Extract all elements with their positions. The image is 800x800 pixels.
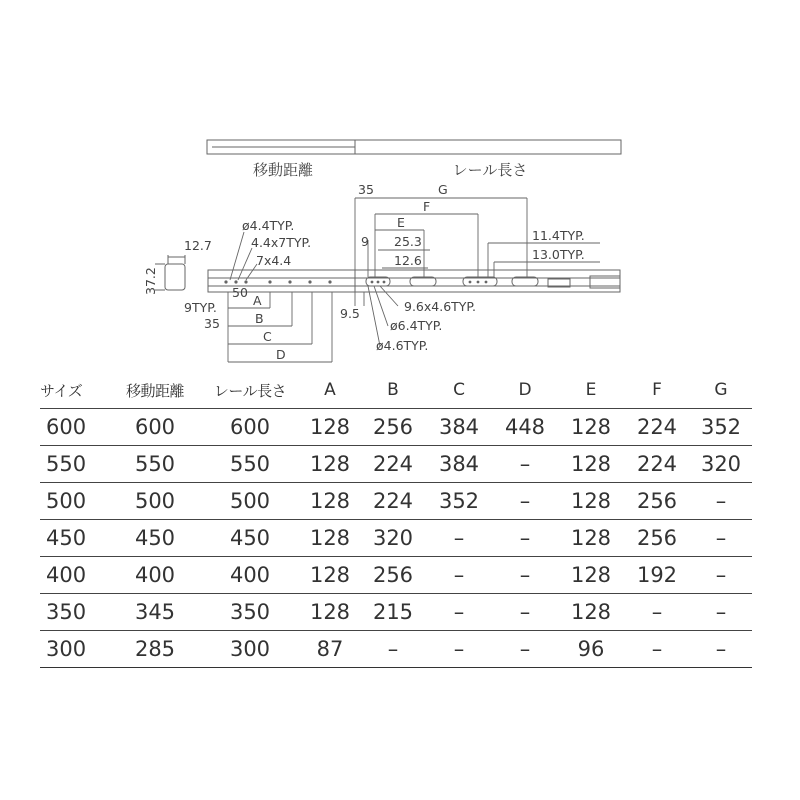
callout-9-6x4-6-typ: 9.6x4.6TYP. xyxy=(404,299,476,314)
table-cell: 128 xyxy=(300,520,360,557)
table-cell: 215 xyxy=(360,594,426,631)
table-cell: 352 xyxy=(690,409,752,446)
table-cell: 600 xyxy=(40,409,110,446)
table-cell: – xyxy=(690,557,752,594)
dim-C: C xyxy=(263,329,272,344)
dim-37-2: 37.2 xyxy=(143,267,158,295)
table-cell: – xyxy=(426,631,492,668)
dim-35-bottom: 35 xyxy=(204,316,220,331)
table-cell: 350 xyxy=(40,594,110,631)
table-cell: – xyxy=(492,520,558,557)
table-cell: 450 xyxy=(40,520,110,557)
table-cell: 128 xyxy=(558,409,624,446)
header-C: C xyxy=(453,380,465,400)
table-row xyxy=(40,446,752,483)
table-cell: – xyxy=(690,594,752,631)
callout-7x4-4: 7x4.4 xyxy=(256,253,292,268)
rail-hole xyxy=(477,281,480,284)
table-cell: 128 xyxy=(558,483,624,520)
table-cell: 350 xyxy=(200,594,300,631)
table-cell: 550 xyxy=(40,446,110,483)
leader-4-4x7 xyxy=(238,248,252,280)
callout-phi4-6-typ: ø4.6TYP. xyxy=(376,338,429,353)
table-cell: 128 xyxy=(558,446,624,483)
header-D: D xyxy=(518,380,532,400)
rail-hole xyxy=(371,281,374,284)
dim-9-5: 9.5 xyxy=(340,306,360,321)
table-cell: 550 xyxy=(110,446,200,483)
table-cell: 352 xyxy=(426,483,492,520)
leader-phi4-4 xyxy=(230,232,244,280)
table-cell: 320 xyxy=(360,520,426,557)
rail-hole xyxy=(234,280,237,283)
table-cell: 550 xyxy=(200,446,300,483)
dim-9-top: 9 xyxy=(361,234,369,249)
table-cell: 128 xyxy=(300,594,360,631)
dim-35-top: 35 xyxy=(358,182,374,197)
table-cell: 192 xyxy=(624,557,690,594)
table-cell: 500 xyxy=(40,483,110,520)
dim-11-4-typ: 11.4TYP. xyxy=(532,228,585,243)
table-cell: 87 xyxy=(300,631,360,668)
callout-4-4x7-typ: 4.4x7TYP. xyxy=(251,235,312,250)
table-row xyxy=(40,483,752,520)
dim-D: D xyxy=(276,347,286,362)
dim-50: 50 xyxy=(232,285,248,300)
table-row xyxy=(40,631,752,668)
table-cell: 400 xyxy=(40,557,110,594)
table-cell: 96 xyxy=(558,631,624,668)
rail-hole xyxy=(469,281,472,284)
callout-phi6-4-typ: ø6.4TYP. xyxy=(390,318,443,333)
table-cell: 256 xyxy=(624,520,690,557)
table-cell: – xyxy=(690,520,752,557)
header-A: A xyxy=(324,380,336,400)
rail-hole xyxy=(377,281,380,284)
table-cell: 256 xyxy=(360,409,426,446)
dim-12-6: 12.6 xyxy=(394,253,422,268)
rail-hole xyxy=(383,281,386,284)
table-cell: – xyxy=(492,631,558,668)
table-cell: 128 xyxy=(300,446,360,483)
table-cell: 500 xyxy=(200,483,300,520)
rail-hole xyxy=(268,280,271,283)
table-cell: – xyxy=(426,557,492,594)
table-cell: 384 xyxy=(426,446,492,483)
table-cell: 450 xyxy=(200,520,300,557)
header-travel: 移動距離 xyxy=(125,381,184,400)
table-cell: 500 xyxy=(110,483,200,520)
header-size: サイズ xyxy=(40,381,83,400)
rail-hole xyxy=(485,281,488,284)
table-cell: 256 xyxy=(360,557,426,594)
table-cell: 600 xyxy=(110,409,200,446)
leader-phi4-6 xyxy=(368,286,380,346)
header-E: E xyxy=(585,380,597,400)
rail-length-label: レール長さ xyxy=(452,161,528,179)
dim-9-typ: 9TYP. xyxy=(184,300,217,315)
table-cell: – xyxy=(492,557,558,594)
table-cell: 128 xyxy=(558,557,624,594)
table-cell: – xyxy=(492,594,558,631)
table-cell: 384 xyxy=(426,409,492,446)
header-rail-length: レール長さ xyxy=(213,381,287,400)
table-cell: – xyxy=(492,446,558,483)
dim-G: G xyxy=(438,182,448,197)
slide-rail-drawing xyxy=(0,0,800,370)
dim-F: F xyxy=(423,199,431,214)
rail-hole xyxy=(308,280,311,283)
size-spec-table xyxy=(40,372,752,668)
header-B: B xyxy=(387,380,399,400)
table-cell: 128 xyxy=(300,483,360,520)
leader-9-6x4-6 xyxy=(380,286,398,306)
table-cell: – xyxy=(690,631,752,668)
table-cell: 128 xyxy=(558,594,624,631)
table-cell: – xyxy=(426,594,492,631)
table-cell: 285 xyxy=(110,631,200,668)
table-row xyxy=(40,557,752,594)
rail-hole xyxy=(224,280,227,283)
callout-phi4-4-typ: ø4.4TYP. xyxy=(242,218,295,233)
cross-section-view xyxy=(155,255,185,290)
table-row xyxy=(40,594,752,631)
table-row xyxy=(40,409,752,446)
table-cell: 128 xyxy=(300,557,360,594)
dim-25-3: 25.3 xyxy=(394,234,422,249)
table-cell: 256 xyxy=(624,483,690,520)
table-cell: – xyxy=(492,483,558,520)
table-cell: – xyxy=(690,483,752,520)
table-cell: 224 xyxy=(624,446,690,483)
table-cell: 224 xyxy=(360,446,426,483)
table-cell: 300 xyxy=(40,631,110,668)
table-cell: 320 xyxy=(690,446,752,483)
table-cell: 128 xyxy=(300,409,360,446)
table-cell: 400 xyxy=(200,557,300,594)
table-cell: 345 xyxy=(110,594,200,631)
table-cell: – xyxy=(624,594,690,631)
table-cell: 448 xyxy=(492,409,558,446)
table-cell: 450 xyxy=(110,520,200,557)
table-cell: – xyxy=(426,520,492,557)
rail-top-view xyxy=(207,140,621,154)
table-cell: 400 xyxy=(110,557,200,594)
dim-12-7: 12.7 xyxy=(184,238,212,253)
table-cell: 224 xyxy=(624,409,690,446)
header-G: G xyxy=(714,380,728,400)
table-row xyxy=(40,520,752,557)
table-body xyxy=(40,409,752,668)
rail-hole xyxy=(244,280,247,283)
rail-hole xyxy=(288,280,291,283)
dim-13-0-typ: 13.0TYP. xyxy=(532,247,585,262)
table-cell: 300 xyxy=(200,631,300,668)
table-cell: – xyxy=(624,631,690,668)
table-cell: 224 xyxy=(360,483,426,520)
dim-E: E xyxy=(397,215,405,230)
table-header-row xyxy=(40,372,752,409)
travel-label: 移動距離 xyxy=(252,161,314,179)
table-cell: – xyxy=(360,631,426,668)
cross-section-profile xyxy=(165,264,185,290)
table-cell: 128 xyxy=(558,520,624,557)
rail-holes xyxy=(224,280,487,283)
dim-A: A xyxy=(253,293,262,308)
header-F: F xyxy=(652,380,662,400)
dim-B: B xyxy=(255,311,264,326)
table-cell: 600 xyxy=(200,409,300,446)
rail-hole xyxy=(328,280,331,283)
